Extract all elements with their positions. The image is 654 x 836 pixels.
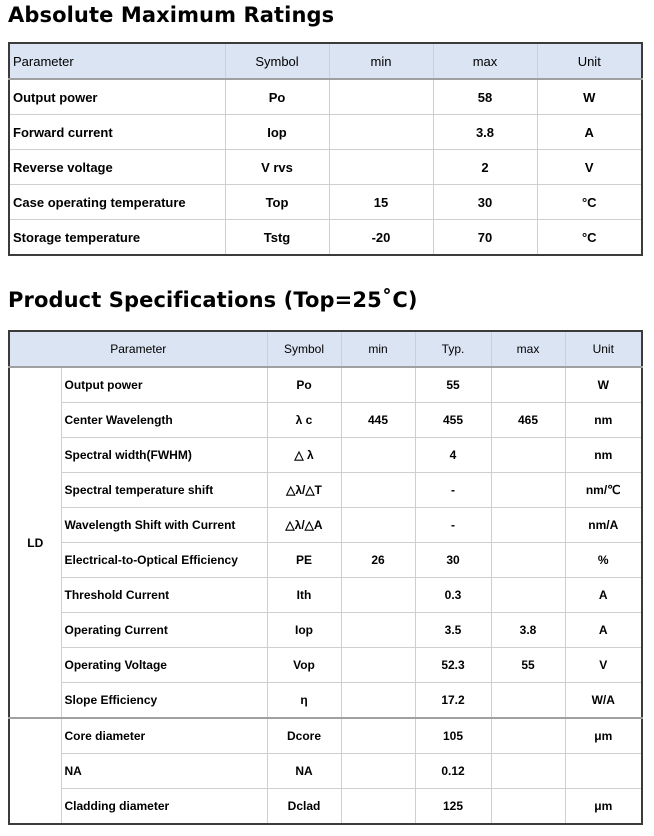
- header-min: min: [341, 331, 415, 367]
- parameter-cell: NA: [61, 754, 267, 789]
- parameter-cell: Spectral width(FWHM): [61, 438, 267, 473]
- symbol-cell: △λ/△A: [267, 508, 341, 543]
- min-cell: 445: [341, 403, 415, 438]
- parameter-cell: Core diameter: [61, 718, 267, 754]
- min-cell: [329, 115, 433, 150]
- parameter-cell: Wavelength Shift with Current: [61, 508, 267, 543]
- parameter-cell: Output power: [9, 79, 225, 115]
- unit-cell: V: [537, 150, 642, 185]
- table-row: [9, 403, 642, 438]
- typ-cell: 3.5: [415, 613, 491, 648]
- unit-cell: W: [565, 367, 642, 403]
- table-row: [9, 578, 642, 613]
- parameter-cell: Electrical-to-Optical Efficiency: [61, 543, 267, 578]
- symbol-cell: Dcore: [267, 718, 341, 754]
- min-cell: 26: [341, 543, 415, 578]
- unit-cell: nm/A: [565, 508, 642, 543]
- table-row: [9, 115, 642, 150]
- typ-cell: 105: [415, 718, 491, 754]
- table-row: [9, 438, 642, 473]
- min-cell: [341, 367, 415, 403]
- table-row: [9, 789, 642, 825]
- abs-max-ratings-title: Absolute Maximum Ratings: [8, 3, 335, 27]
- product-specs-title: Product Specifications (Top=25˚C): [8, 288, 418, 312]
- symbol-cell: NA: [267, 754, 341, 789]
- symbol-cell: Iop: [225, 115, 329, 150]
- parameter-cell: Operating Current: [61, 613, 267, 648]
- min-cell: [341, 613, 415, 648]
- max-cell: 3.8: [433, 115, 537, 150]
- symbol-cell: Top: [225, 185, 329, 220]
- header-max: max: [433, 43, 537, 79]
- symbol-cell: Dclad: [267, 789, 341, 825]
- max-cell: [491, 789, 565, 825]
- min-cell: -20: [329, 220, 433, 256]
- header-unit: Unit: [565, 331, 642, 367]
- min-cell: [341, 648, 415, 683]
- symbol-cell: V rvs: [225, 150, 329, 185]
- typ-cell: 17.2: [415, 683, 491, 719]
- unit-cell: [565, 754, 642, 789]
- typ-cell: 455: [415, 403, 491, 438]
- typ-cell: 30: [415, 543, 491, 578]
- abs-max-ratings-table: [8, 42, 643, 256]
- symbol-cell: Vop: [267, 648, 341, 683]
- unit-cell: W/A: [565, 683, 642, 719]
- unit-cell: A: [565, 578, 642, 613]
- max-cell: 70: [433, 220, 537, 256]
- symbol-cell: λ c: [267, 403, 341, 438]
- max-cell: [491, 754, 565, 789]
- table-row: [9, 367, 642, 403]
- group-label-ld: LD: [9, 367, 61, 718]
- max-cell: 3.8: [491, 613, 565, 648]
- symbol-cell: Ith: [267, 578, 341, 613]
- table-row: [9, 754, 642, 789]
- max-cell: [491, 438, 565, 473]
- header-parameter: Parameter: [9, 43, 225, 79]
- max-cell: [491, 473, 565, 508]
- table-header-row: [9, 43, 642, 79]
- unit-cell: °C: [537, 185, 642, 220]
- symbol-cell: Iop: [267, 613, 341, 648]
- parameter-cell: Output power: [61, 367, 267, 403]
- max-cell: [491, 367, 565, 403]
- table-row: [9, 79, 642, 115]
- min-cell: [341, 718, 415, 754]
- symbol-cell: η: [267, 683, 341, 719]
- parameter-cell: Threshold Current: [61, 578, 267, 613]
- parameter-cell: Storage temperature: [9, 220, 225, 256]
- table-row: [9, 508, 642, 543]
- typ-cell: 4: [415, 438, 491, 473]
- unit-cell: nm: [565, 438, 642, 473]
- table-row: [9, 185, 642, 220]
- symbol-cell: Po: [267, 367, 341, 403]
- header-min: min: [329, 43, 433, 79]
- parameter-cell: Center Wavelength: [61, 403, 267, 438]
- unit-cell: μm: [565, 789, 642, 825]
- unit-cell: V: [565, 648, 642, 683]
- min-cell: [341, 754, 415, 789]
- min-cell: [341, 789, 415, 825]
- table-row: [9, 543, 642, 578]
- header-max: max: [491, 331, 565, 367]
- max-cell: [491, 683, 565, 719]
- symbol-cell: Tstg: [225, 220, 329, 256]
- min-cell: [341, 578, 415, 613]
- max-cell: [491, 578, 565, 613]
- unit-cell: μm: [565, 718, 642, 754]
- table-row: [9, 648, 642, 683]
- parameter-cell: Spectral temperature shift: [61, 473, 267, 508]
- unit-cell: %: [565, 543, 642, 578]
- table-row: [9, 683, 642, 719]
- max-cell: 30: [433, 185, 537, 220]
- typ-cell: 0.12: [415, 754, 491, 789]
- table-row: [9, 718, 642, 754]
- min-cell: [329, 150, 433, 185]
- max-cell: [491, 508, 565, 543]
- parameter-cell: Slope Efficiency: [61, 683, 267, 719]
- symbol-cell: △ λ: [267, 438, 341, 473]
- unit-cell: W: [537, 79, 642, 115]
- typ-cell: 0.3: [415, 578, 491, 613]
- table-row: [9, 613, 642, 648]
- min-cell: [329, 79, 433, 115]
- parameter-cell: Operating Voltage: [61, 648, 267, 683]
- parameter-cell: Reverse voltage: [9, 150, 225, 185]
- max-cell: 55: [491, 648, 565, 683]
- unit-cell: A: [565, 613, 642, 648]
- table-row: [9, 473, 642, 508]
- unit-cell: nm: [565, 403, 642, 438]
- header-symbol: Symbol: [225, 43, 329, 79]
- product-specs-table: [8, 330, 643, 825]
- typ-cell: -: [415, 508, 491, 543]
- max-cell: 2: [433, 150, 537, 185]
- table-row: [9, 150, 642, 185]
- symbol-cell: PE: [267, 543, 341, 578]
- symbol-cell: △λ/△T: [267, 473, 341, 508]
- header-symbol: Symbol: [267, 331, 341, 367]
- parameter-cell: Forward current: [9, 115, 225, 150]
- min-cell: [341, 473, 415, 508]
- unit-cell: nm/℃: [565, 473, 642, 508]
- min-cell: 15: [329, 185, 433, 220]
- min-cell: [341, 508, 415, 543]
- parameter-cell: Cladding diameter: [61, 789, 267, 825]
- min-cell: [341, 438, 415, 473]
- typ-cell: 52.3: [415, 648, 491, 683]
- typ-cell: 55: [415, 367, 491, 403]
- max-cell: 58: [433, 79, 537, 115]
- typ-cell: -: [415, 473, 491, 508]
- max-cell: [491, 543, 565, 578]
- max-cell: 465: [491, 403, 565, 438]
- min-cell: [341, 683, 415, 719]
- table-row: [9, 220, 642, 256]
- unit-cell: °C: [537, 220, 642, 256]
- header-parameter: Parameter: [9, 331, 267, 367]
- table-header-row: [9, 331, 642, 367]
- unit-cell: A: [537, 115, 642, 150]
- header-typ: Typ.: [415, 331, 491, 367]
- parameter-cell: Case operating temperature: [9, 185, 225, 220]
- header-unit: Unit: [537, 43, 642, 79]
- max-cell: [491, 718, 565, 754]
- typ-cell: 125: [415, 789, 491, 825]
- symbol-cell: Po: [225, 79, 329, 115]
- group-label-fiber: [9, 718, 61, 824]
